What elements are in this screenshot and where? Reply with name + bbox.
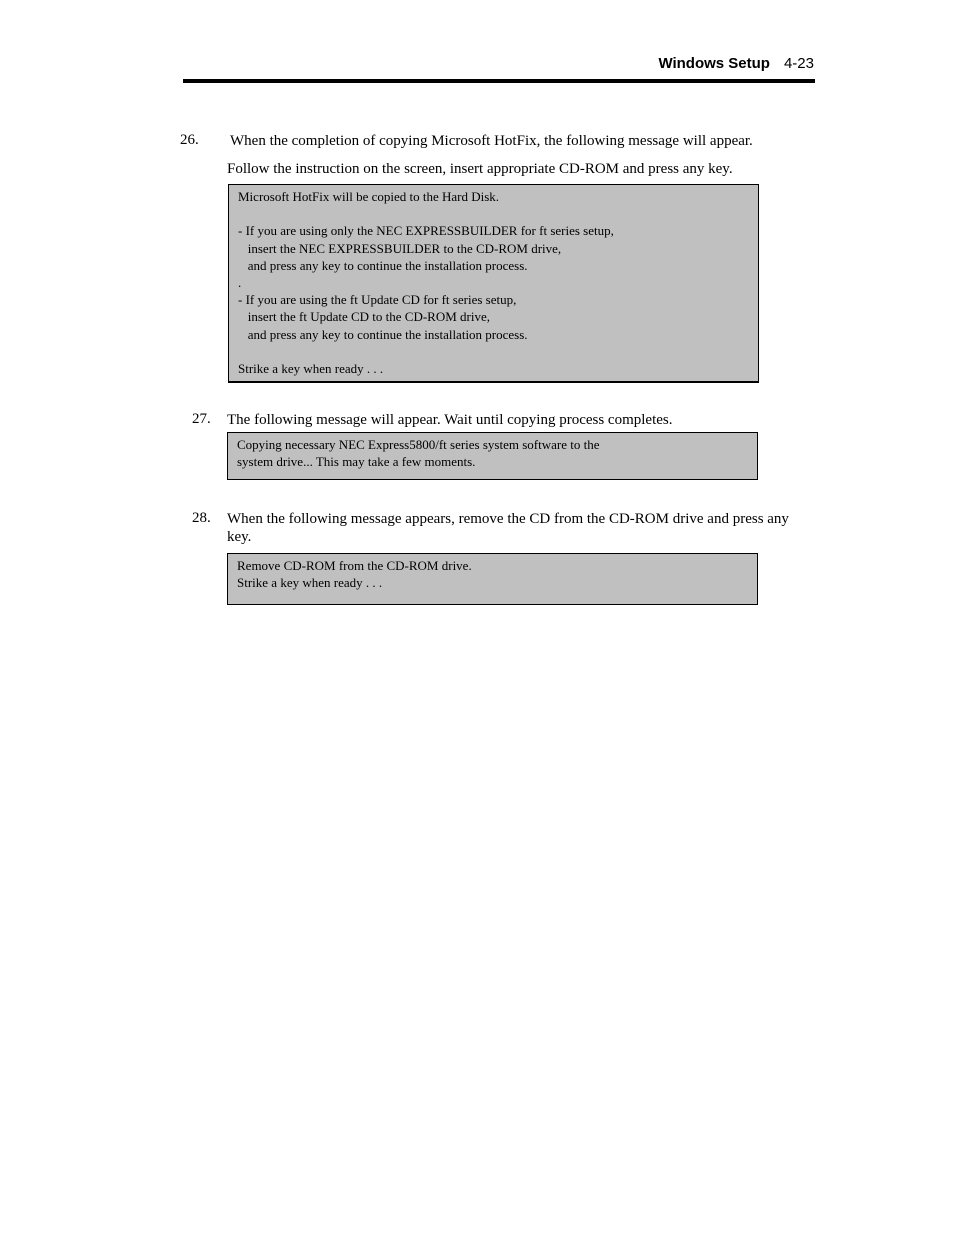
message-line: Strike a key when ready . . . bbox=[238, 360, 384, 376]
message-line: and press any key to continue the installation process. bbox=[238, 326, 528, 342]
step-26-note: Follow the instruction on the screen, insert appropriate CD-ROM and press any key. bbox=[227, 161, 733, 177]
message-line: Remove CD-ROM from the CD-ROM drive. bbox=[237, 558, 472, 573]
header-rule bbox=[183, 79, 815, 83]
step-28-number: 28. bbox=[192, 510, 211, 526]
step-26-number: 26. bbox=[180, 132, 199, 148]
page-number: 4-23 bbox=[783, 55, 814, 72]
step-26-text: When the completion of copying Microsoft HotFix, the following message will appear. bbox=[230, 133, 753, 149]
message-line: - If you are using the ft Update CD for ft series setup, bbox=[238, 292, 517, 308]
message-line: . bbox=[238, 274, 242, 290]
message-line bbox=[238, 205, 749, 222]
page-header bbox=[183, 55, 814, 75]
message-line: system drive... This may take a few moments. bbox=[237, 454, 476, 470]
hotfix-message-box bbox=[228, 184, 759, 383]
message-line: insert the ft Update CD to the CD-ROM drive, bbox=[238, 309, 491, 325]
message-line: Microsoft HotFix will be copied to the Hard Disk. bbox=[238, 189, 500, 204]
section-title: Windows Setup bbox=[658, 55, 770, 72]
message-line: insert the NEC EXPRESSBUILDER to the CD-ROM drive, bbox=[238, 240, 562, 256]
copying-message-box bbox=[227, 432, 758, 480]
step-28-text: When the following message appears, remove the CD from the CD-ROM drive and press any key. bbox=[227, 511, 789, 545]
message-line: - If you are using only the NEC EXPRESSBUILDER for ft series setup, bbox=[238, 223, 614, 239]
message-line bbox=[238, 343, 749, 360]
message-line: Strike a key when ready . . . bbox=[237, 575, 383, 591]
message-line: Copying necessary NEC Express5800/ft series system software to the bbox=[237, 437, 600, 452]
step-27-text: The following message will appear. Wait until copying process completes. bbox=[227, 412, 673, 428]
step-27-number: 27. bbox=[192, 411, 211, 427]
message-line: and press any key to continue the installation process. bbox=[238, 257, 528, 273]
remove-cd-message-box bbox=[227, 553, 758, 605]
